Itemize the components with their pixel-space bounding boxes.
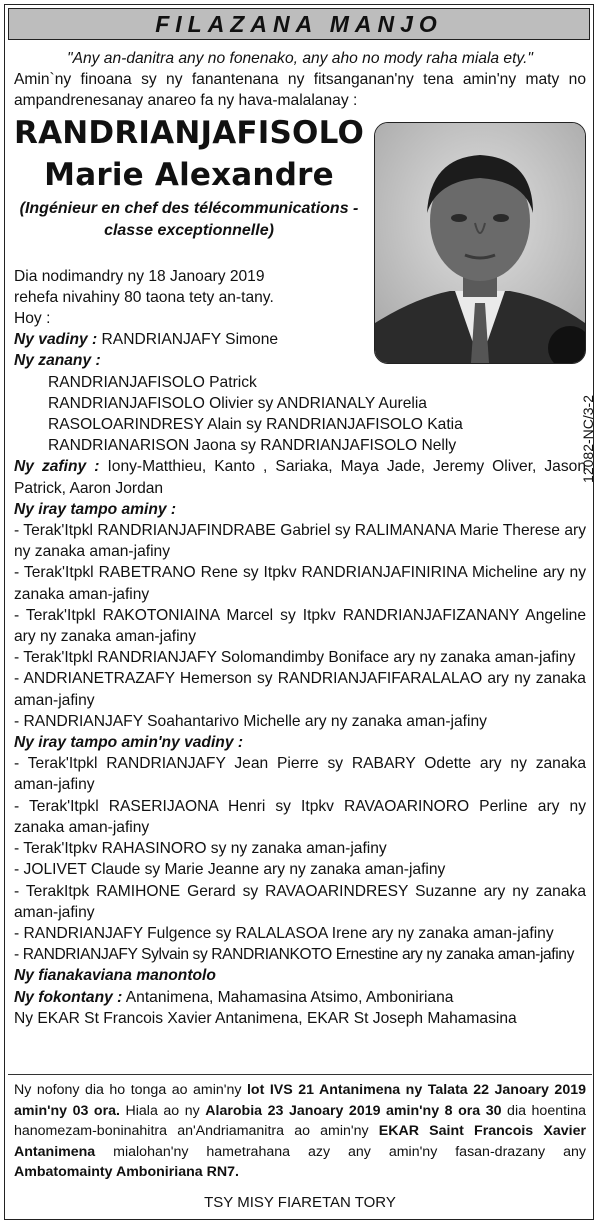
reference-number: 12082-NC/3-2 [580,395,596,483]
tampo-item: - Terak'Itpkl RABETRANO Rene sy Itpkv RANDRIANJAFINIRINA Micheline ary ny zanaka aman-jafiny [14,564,586,603]
vadiny-line [14,329,586,350]
tampo-vadiny-item: - RANDRIANJAFY Fulgence sy RALALASOA Irene ary ny zanaka aman-jafiny [14,924,554,942]
footer-bold: lot IVS 21 Antanimena ny Talata 22 Janoary 2019 amin'ny 03 ora. [14,1082,586,1119]
death-age: rehefa nivahiny 80 taona tety an-tany. [14,288,274,306]
deceased-block [14,112,364,330]
fianakaviana-label: Ny fianakaviana manontolo [14,967,216,985]
tampo-vadiny-item: - Terak'Itpkv RAHASINORO sy ny zanaka aman-jafiny [14,840,387,858]
fokontany-value: Antanimena, Mahamasina Atsimo, Amboniriana [125,988,454,1006]
vadiny-label: Ny vadiny : [14,331,98,349]
zanany-item: RANDRIANJAFISOLO Olivier sy ANDRIANALY Aurelia [48,394,427,412]
tampo-item: - Terak'Itpkl RANDRIANJAFINDRABE Gabriel sy RALIMANANA Marie Therese ary ny zanaka aman-jafiny [14,522,586,561]
vadiny-value: RANDRIANJAFY Simone [101,331,279,349]
epigraph-quote: "Any an-danitra any no fonenako, any aho no mody raha miala ety." [67,50,533,67]
tampo-label: Ny iray tampo aminy : [14,500,177,518]
tampo-vadiny-label: Ny iray tampo amin'ny vadiny : [14,734,244,752]
notice-body [14,48,586,1029]
zafiny-label: Ny zafiny : [14,458,100,476]
footer-text: Hiala ao ny [119,1102,206,1119]
fokontany-churches: Ny EKAR St Francois Xavier Antanimena, EKAR St Joseph Mahamasina [14,1009,517,1027]
tampo-vadiny-item: - JOLIVET Claude sy Marie Jeanne ary ny zanaka aman-jafiny [14,861,446,879]
hoy-label: Hoy : [14,310,51,328]
tampo-item: - Terak'Itpkl RAKOTONIAINA Marcel sy Itpkv RANDRIANJAFIZANANY Angeline ary ny zanaka aman-jafiny [14,606,586,646]
tampo-item: - RANDRIANJAFY Soahantarivo Michelle ary ny zanaka aman-jafiny [14,712,487,730]
footer-bold: Ambatomainty Amboniriana RN7. [14,1164,239,1181]
tampo-vadiny-item: - RANDRIANJAFY Sylvain sy RANDRIANKOTO Ernestine ary ny zanaka aman-jafiny [14,946,574,964]
fokontany-label: Ny fokontany : [14,988,123,1006]
tampo-item: - Terak'Itpkl RANDRIANJAFY Solomandimby Boniface ary ny zanaka aman-jafiny [14,649,576,667]
death-date: Dia nodimandry ny 18 Janoary 2019 [14,267,265,285]
divider [8,1074,592,1075]
fokontany-line [14,987,586,1008]
zanany-item: RANDRIANJAFISOLO Patrick [48,373,257,391]
footer-text: dia hoentina hanomezam-boninahitra an'Andriamanitra ao amin'ny [14,1102,586,1140]
tampo-vadiny-item: - TerakItpk RAMIHONE Gerard sy RAVAOARINDRESY Suzanne ary ny zanaka aman-jafiny [14,882,586,921]
footer-bold: EKAR Saint Francois Xavier Antanimena [14,1123,586,1160]
closing-line: TSY MISY FIARETAN TORY [204,1194,396,1211]
zanany-item: RANDRIANARISON Jaona sy RANDRIANJAFISOLO Nelly [48,437,457,455]
tampo-vadiny-item: - Terak'Itpkl RASERIJAONA Henri sy Itpkv RAVAOARINORO Perline ary ny zanaka aman-jafiny [14,797,586,836]
tampo-vadiny-item: - Terak'Itpkl RANDRIANJAFY Jean Pierre sy RABARY Odette ary ny zanaka aman-jafiny [14,755,586,794]
footer-bold: Alarobia 23 Janoary 2019 amin'ny 8 ora 30 [205,1102,502,1119]
zanany-item: RASOLOARINDRESY Alain sy RANDRIANJAFISOLO Katia [48,416,463,434]
notice-banner: FILAZANA MANJO [8,8,590,40]
deceased-surname: RANDRIANJAFISOLO [14,114,364,151]
footer-text: mialohan'ny hametrahana azy any amin'ny fasan-drazany any [95,1143,586,1160]
footer-text: Ny nofony dia ho tonga ao amin'ny [14,1082,247,1098]
deceased-given-name: Marie Alexandre [44,156,334,193]
deceased-title: (Ingénieur en chef des télécommunications - classe exceptionnelle) [19,199,359,239]
intro-text: Amin`ny finoana sy ny fanantenana ny fitsanganan'ny tena amin'ny maty no ampandrenesanay anareo fa ny hava-malalanay : [14,71,586,110]
tampo-item: - ANDRIANETRAZAFY Hemerson sy RANDRIANJAFIFARALALAO ary ny zanaka aman-jafiny [14,670,586,709]
zafiny-line [14,456,586,498]
zafiny-value: Iony-Matthieu, Kanto , Sariaka, Maya Jade, Jeremy Oliver, Jason Patrick, Aaron Jordan [14,458,586,497]
zanany-label: Ny zanany : [14,352,101,370]
funeral-details [14,1080,586,1183]
